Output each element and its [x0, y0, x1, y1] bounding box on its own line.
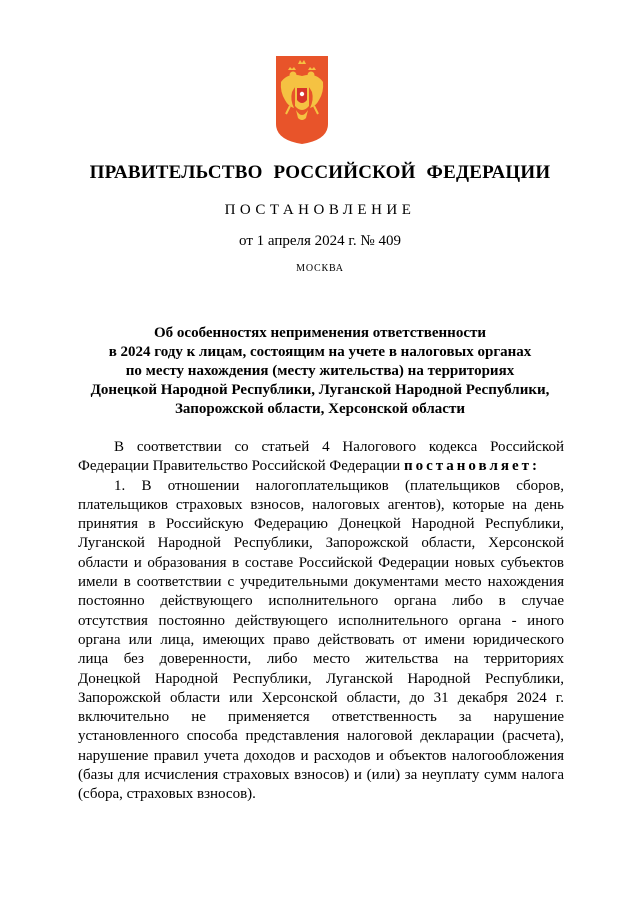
preamble-line [78, 457, 564, 476]
paragraph-line: постоянно действующего исполнительного органа либо в случае [78, 593, 564, 610]
paragraph-line: (базы для исчисления страховых взносов) и (или) за неуплату сумм налога [78, 767, 564, 784]
paragraph-line: (сбора, страховых взносов). [78, 786, 256, 803]
paragraph-line: 1. В отношении налогоплательщиков (плательщиков сборов, [114, 477, 564, 494]
paragraph-line: Донецкой Народной Республики, Луганской Народной Республики, [78, 670, 564, 687]
paragraph-line: включительно не применяется ответственность за нарушение [78, 709, 564, 726]
government-title: ПРАВИТЕЛЬСТВО РОССИЙСКОЙ ФЕДЕРАЦИИ [89, 162, 551, 183]
coat-of-arms-icon [276, 56, 328, 144]
paragraph-line: установленного способа представления налоговой декларации (расчета), [78, 728, 564, 745]
paragraph-line: Луганской Народной Республики, Запорожской области, Херсонской [78, 535, 564, 552]
document-date-number: от 1 апреля 2024 г. № 409 [239, 233, 401, 249]
heading-line: Об особенностях неприменения ответственности [154, 325, 486, 341]
paragraph-line: принятия в Российскую Федерацию Донецкой Народной Республики, [78, 516, 564, 533]
document-body [78, 438, 564, 805]
paragraph-line: Запорожской области или Херсонской области, до 31 декабря 2024 г. [78, 689, 564, 706]
resolution-word: постановляет: [403, 458, 541, 475]
preamble-line: В соответствии со статьей 4 Налогового кодекса Российской [114, 439, 564, 455]
document-type: ПОСТАНОВЛЕНИЕ [224, 202, 416, 218]
heading-line: в 2024 году к лицам, состоящим на учете в налоговых органах [108, 344, 532, 360]
heading-line: Запорожской области, Херсонской области [175, 401, 465, 417]
heading-line: по месту нахождения (месту жительства) на территориях [125, 363, 515, 379]
paragraph-line: лица без доверенности, либо место жительства на территориях [78, 651, 564, 668]
document-city: МОСКВА [296, 263, 344, 274]
paragraph-line: имели в соответствии с учредительными документами место нахождения [78, 574, 564, 591]
heading-line: Донецкой Народной Республики, Луганской Народной Республики, [90, 382, 550, 398]
paragraph-line: органа или лица, имеющих право действовать от имени юридического [78, 631, 564, 648]
paragraph-line: отсутствия постоянно действующего исполнительного органа - иного [78, 612, 564, 629]
document-heading [60, 324, 580, 419]
paragraph-line: плательщиков страховых взносов, налоговых агентов), которые на день [78, 496, 564, 513]
preamble-text: Федерации Правительство Российской Федерации [78, 458, 401, 475]
paragraph-line: нарушение правил учета доходов и расходов и объектов налогообложения [78, 747, 564, 764]
paragraph-line: области и образования в составе Российской Федерации новых субъектов [78, 554, 564, 571]
